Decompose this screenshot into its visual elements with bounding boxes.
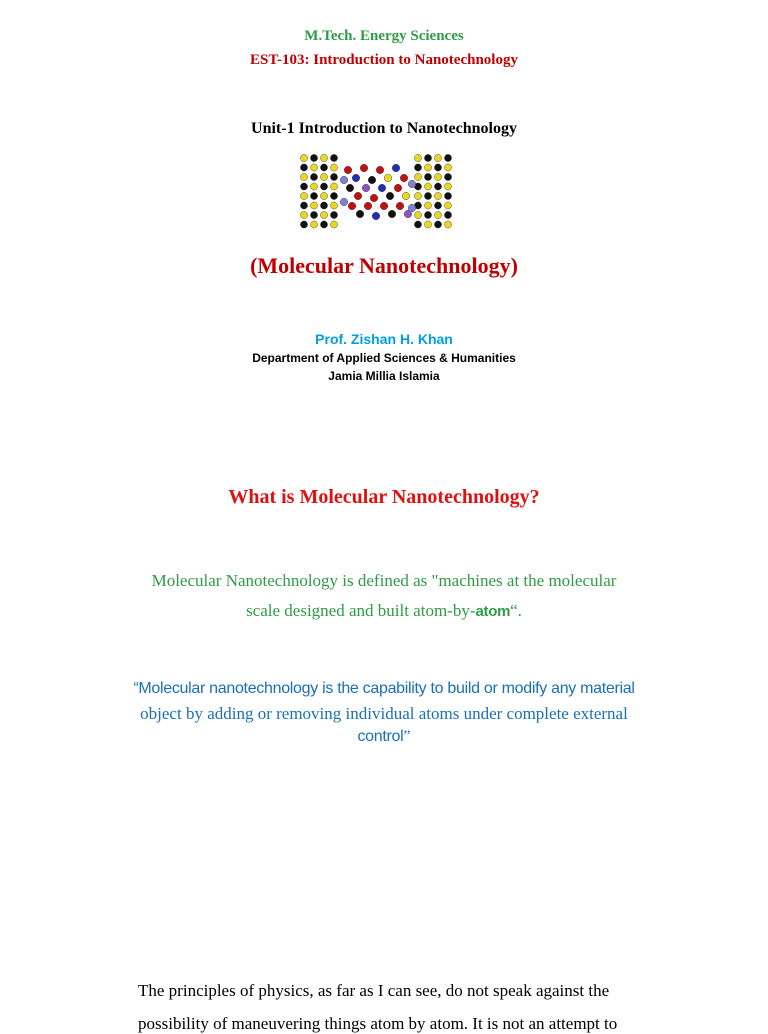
quote-line-2: object by adding or removing individual atoms under complete external	[140, 704, 628, 723]
definition-line-2-text: scale designed and built atom-by-	[246, 601, 476, 620]
definition-bold-word: atom	[475, 603, 511, 620]
subject-title: (Molecular Nanotechnology)	[250, 253, 518, 278]
body-paragraph-line-2: possibility of maneuvering things atom by atom. It is not an attempt to	[138, 1014, 618, 1033]
quote-line-1: “Molecular nanotechnology is the capability to build or modify any material	[133, 680, 635, 697]
molecule-icon	[298, 152, 454, 232]
quote-line-3-end: ”	[403, 728, 411, 745]
quote-line-3	[0, 728, 768, 746]
author-name: Prof. Zishan H. Khan	[315, 331, 453, 347]
definition-line-2	[0, 601, 768, 621]
course-title: EST-103: Introduction to Nanotechnology	[250, 52, 518, 68]
section-question: What is Molecular Nanotechnology?	[228, 486, 540, 508]
unit-title: Unit-1 Introduction to Nanotechnology	[251, 120, 517, 137]
definition-line-2-end: “.	[510, 601, 522, 620]
definition-line-1: Molecular Nanotechnology is defined as "machines at the molecular	[151, 571, 617, 590]
quote-line-3-word: control	[357, 728, 404, 745]
program-title: M.Tech. Energy Sciences	[304, 28, 464, 44]
body-paragraph-line-1: The principles of physics, as far as I can see, do not speak against the	[138, 981, 610, 1000]
author-department: Department of Applied Sciences & Humanities	[252, 351, 516, 365]
author-university: Jamia Millia Islamia	[328, 369, 440, 383]
